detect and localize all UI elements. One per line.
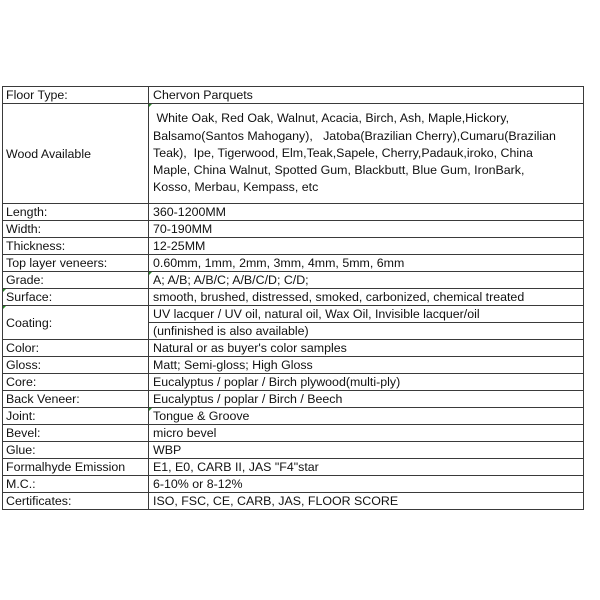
value-glue: WBP bbox=[149, 442, 584, 459]
comment-marker-icon bbox=[149, 104, 152, 107]
row-coating bbox=[3, 306, 584, 340]
value-moisture-content: 6-10% or 8-12% bbox=[149, 476, 584, 493]
wood-line: Kosso, Merbau, Kempass, etc bbox=[153, 180, 319, 195]
comment-marker-icon bbox=[3, 289, 6, 292]
value-back-veneer: Eucalyptus / poplar / Birch / Beech bbox=[149, 391, 584, 408]
row-length bbox=[3, 204, 584, 221]
comment-marker-icon bbox=[3, 306, 6, 309]
value-wood-available bbox=[149, 104, 584, 204]
coating-line: (unfinished is also available) bbox=[149, 322, 583, 339]
wood-line: White Oak, Red Oak, Walnut, Acacia, Birch, Ash, Maple,Hickory, bbox=[153, 111, 510, 126]
row-moisture-content bbox=[3, 476, 584, 493]
row-grade bbox=[3, 272, 584, 289]
label-thickness: Thickness: bbox=[3, 238, 149, 255]
row-surface bbox=[3, 289, 584, 306]
label-grade: Grade: bbox=[3, 272, 149, 289]
value-core: Eucalyptus / poplar / Birch plywood(multi-ply) bbox=[149, 374, 584, 391]
spec-table bbox=[2, 86, 584, 510]
label-glue: Glue: bbox=[3, 442, 149, 459]
comment-marker-icon bbox=[149, 272, 152, 275]
row-certificates bbox=[3, 493, 584, 510]
value-certificates: ISO, FSC, CE, CARB, JAS, FLOOR SCORE bbox=[149, 493, 584, 510]
value-gloss: Matt; Semi-gloss; High Gloss bbox=[149, 357, 584, 374]
value-surface: smooth, brushed, distressed, smoked, carbonized, chemical treated bbox=[149, 289, 584, 306]
row-wood-available bbox=[3, 104, 584, 204]
row-floor-type bbox=[3, 87, 584, 104]
label-joint: Joint: bbox=[3, 408, 149, 425]
wood-line: Teak), Ipe, Tigerwood, Elm,Teak,Sapele, Cherry,Padauk,iroko, China bbox=[153, 145, 533, 160]
row-joint bbox=[3, 408, 584, 425]
value-bevel: micro bevel bbox=[149, 425, 584, 442]
value-joint: Tongue & Groove bbox=[149, 408, 584, 425]
row-formaldehyde-emission bbox=[3, 459, 584, 476]
value-coating bbox=[149, 306, 584, 340]
label-core: Core: bbox=[3, 374, 149, 391]
label-wood-available: Wood Available bbox=[3, 104, 149, 204]
label-formaldehyde-emission: Formalhyde Emission bbox=[3, 459, 149, 476]
label-certificates: Certificates: bbox=[3, 493, 149, 510]
label-width: Width: bbox=[3, 221, 149, 238]
value-color: Natural or as buyer's color samples bbox=[149, 340, 584, 357]
row-width bbox=[3, 221, 584, 238]
value-formaldehyde-emission: E1, E0, CARB II, JAS "F4"star bbox=[149, 459, 584, 476]
label-top-layer-veneers: Top layer veneers: bbox=[3, 255, 149, 272]
wood-line: Balsamo(Santos Mahogany), Jatoba(Brazilian Cherry),Cumaru(Brazilian bbox=[153, 128, 556, 143]
value-width: 70-190MM bbox=[149, 221, 584, 238]
row-top-layer-veneers bbox=[3, 255, 584, 272]
row-glue bbox=[3, 442, 584, 459]
coating-line: UV lacquer / UV oil, natural oil, Wax Oil, Invisible lacquer/oil bbox=[153, 307, 480, 321]
value-grade: A; A/B; A/B/C; A/B/C/D; C/D; bbox=[149, 272, 584, 289]
row-color bbox=[3, 340, 584, 357]
row-thickness bbox=[3, 238, 584, 255]
label-surface: Surface: bbox=[3, 289, 149, 306]
value-length: 360-1200MM bbox=[149, 204, 584, 221]
row-gloss bbox=[3, 357, 584, 374]
label-moisture-content: M.C.: bbox=[3, 476, 149, 493]
label-floor-type: Floor Type: bbox=[3, 87, 149, 104]
value-thickness: 12-25MM bbox=[149, 238, 584, 255]
row-bevel bbox=[3, 425, 584, 442]
comment-marker-icon bbox=[149, 408, 152, 411]
value-floor-type: Chervon Parquets bbox=[149, 87, 584, 104]
row-back-veneer bbox=[3, 391, 584, 408]
label-gloss: Gloss: bbox=[3, 357, 149, 374]
wood-line: Maple, China Walnut, Spotted Gum, Blackbutt, Blue Gum, IronBark, bbox=[153, 163, 525, 178]
row-core bbox=[3, 374, 584, 391]
label-length: Length: bbox=[3, 204, 149, 221]
value-top-layer-veneers: 0.60mm, 1mm, 2mm, 3mm, 4mm, 5mm, 6mm bbox=[149, 255, 584, 272]
label-back-veneer: Back Veneer: bbox=[3, 391, 149, 408]
label-bevel: Bevel: bbox=[3, 425, 149, 442]
label-color: Color: bbox=[3, 340, 149, 357]
label-coating: Coating: bbox=[3, 306, 149, 340]
